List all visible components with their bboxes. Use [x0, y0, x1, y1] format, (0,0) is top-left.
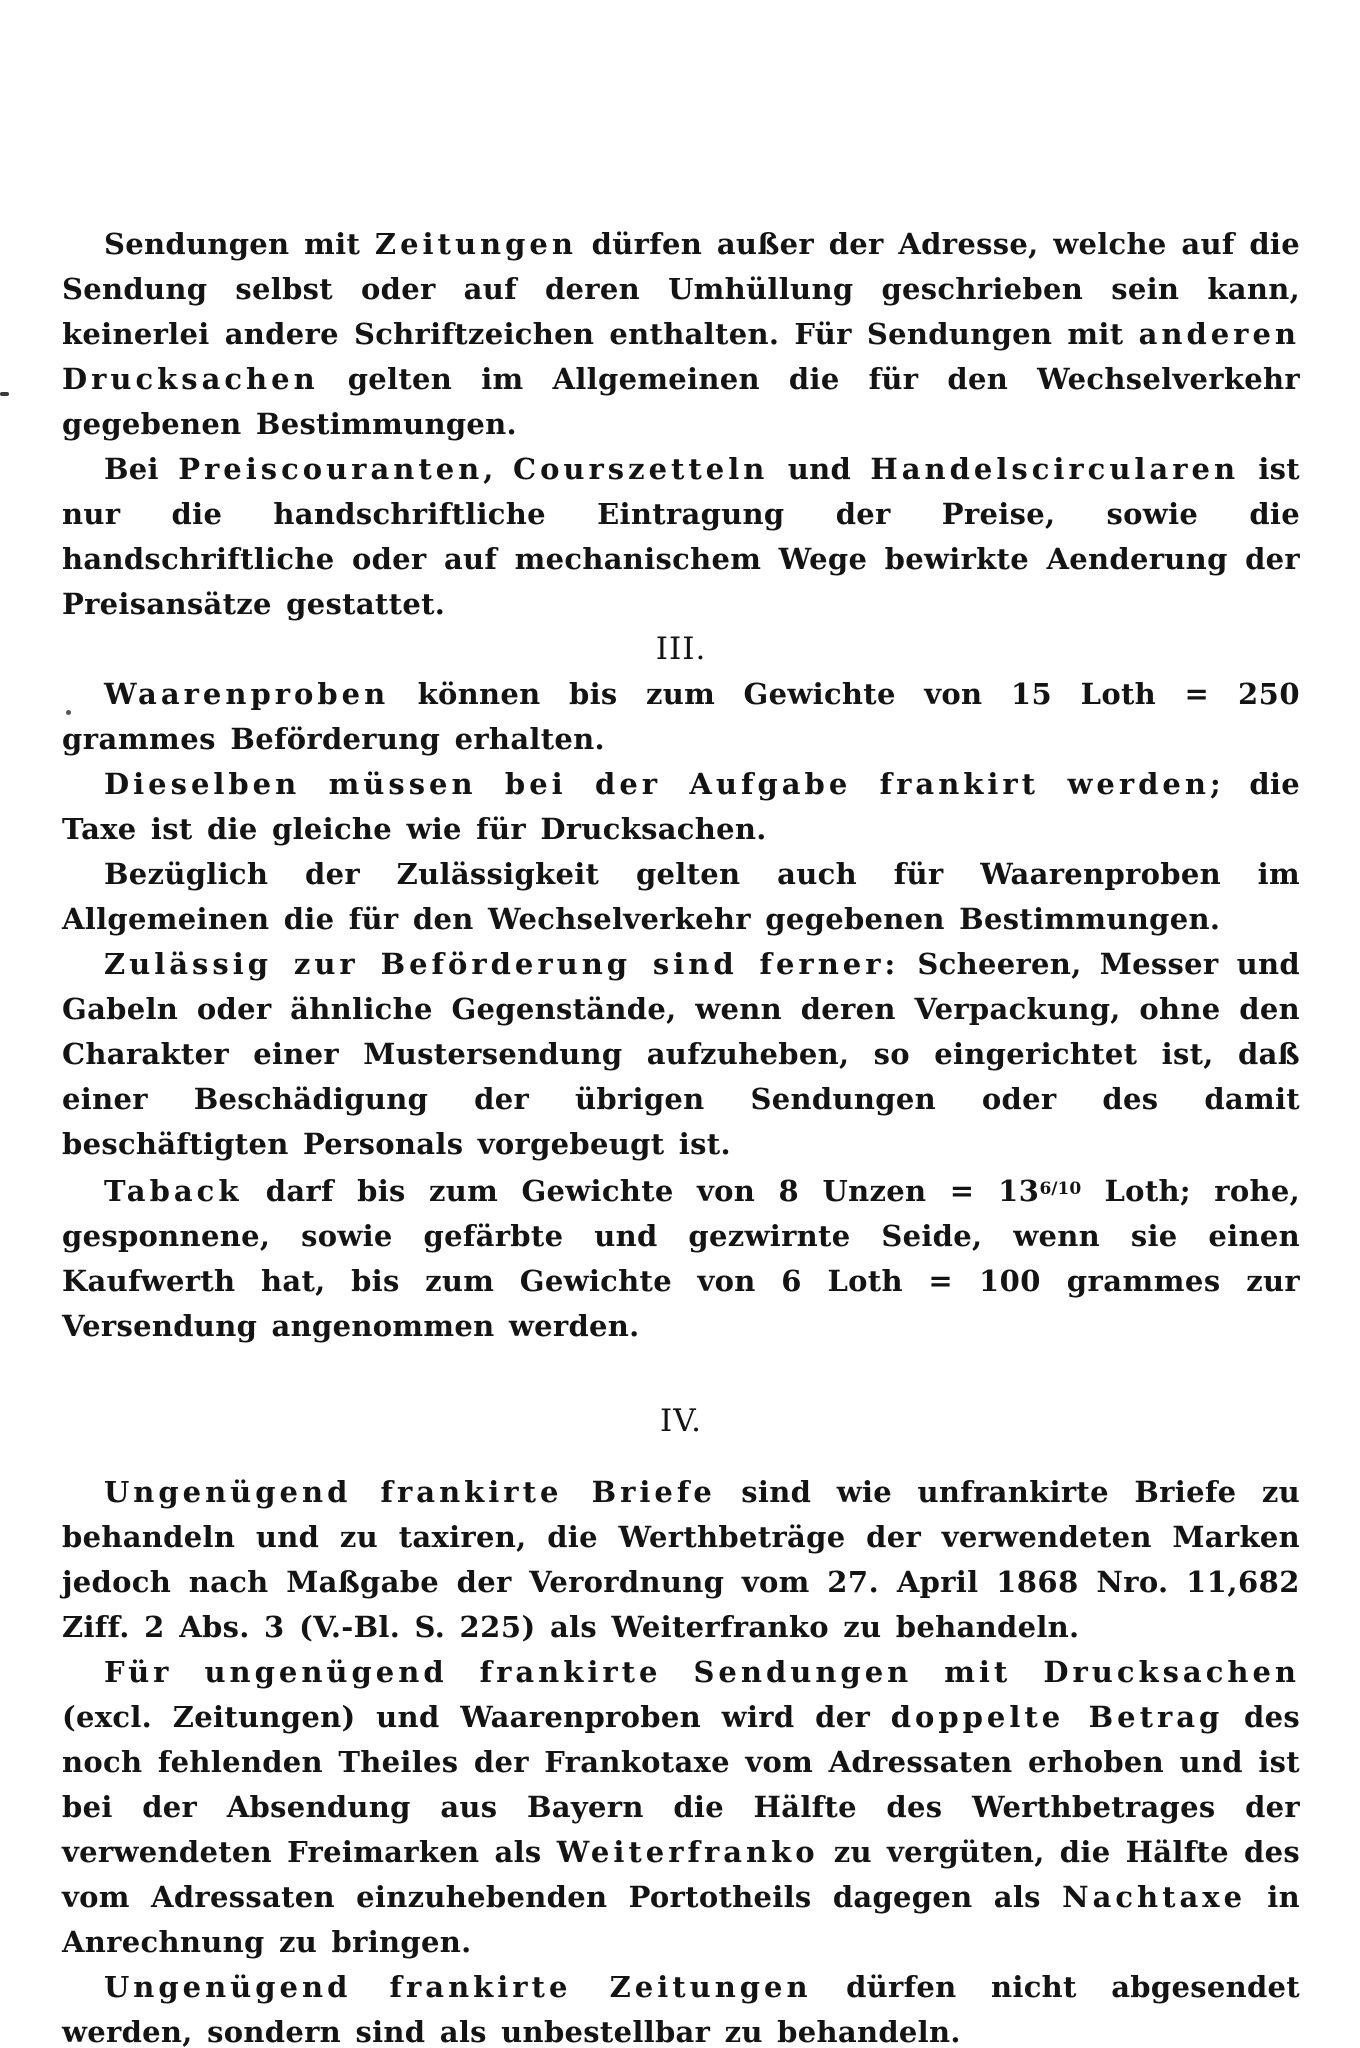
paragraph-ungenuegend-frankirte-briefe [62, 1470, 1300, 1650]
text-segment: sind wie unfrankirte Briefe zu behandeln und zu taxiren, die Werthbeträge der verwendeten Marken jedoch nach Maßgabe der Verordnung vom [62, 1475, 1301, 1599]
text-segment: dürfen nicht abgesendet werden, sondern sind als unbestellbar zu behandeln. [62, 1970, 1300, 2048]
text-segment: Waarenproben [104, 677, 390, 711]
text-segment: (excl. Zeitungen) und Waarenproben wird der [62, 1700, 891, 1734]
text-segment: , [483, 452, 513, 486]
text-segment: Beförderung erhalten. [216, 722, 605, 756]
document-body [62, 222, 1300, 2048]
text-segment: Loth [1052, 677, 1185, 711]
text-segment: Courszetteln [512, 452, 769, 486]
text-segment: dürfen außer der Adresse, welche auf die Sendung selbst oder auf deren Umhüllung geschrieben sein kann, keinerlei andere Schriftzeichen enthalten. Für Sendungen mit [62, 227, 1300, 351]
paragraph-frankirung-taxe [62, 762, 1300, 852]
text-segment: Sendungen mit [104, 227, 375, 261]
text-segment: Bezüglich der Zulässigkeit gelten auch für Waarenproben im Allgemeinen die für den Wechselverkehr gegebenen Bestimmungen. [62, 857, 1300, 936]
text-segment: zu vergüten, die Hälfte des vom Adressaten einzuhebenden Portotheils dagegen als [62, 1835, 1301, 1914]
text-segment: (V.-Bl. S. [284, 1610, 460, 1644]
text-segment: Weiterfranko [556, 1835, 819, 1869]
text-segment: und [768, 452, 871, 486]
text-segment: IV. [659, 1403, 703, 1439]
text-segment: 15 [1010, 677, 1053, 711]
paragraph-zulaessigkeit-waarenproben [62, 852, 1300, 942]
text-segment: 27. [827, 1565, 880, 1599]
text-segment: III. [655, 631, 707, 667]
text-segment: Unzen [799, 1174, 950, 1208]
text-segment: Loth [801, 1264, 929, 1298]
text-segment: ) als Weiterfranko zu behandeln. [521, 1610, 1080, 1644]
text-segment: Ungenügend frankirte Zeitungen [104, 1970, 812, 2004]
text-segment: = 100 grammes [928, 1264, 1221, 1298]
text-segment: Ziff. [62, 1610, 145, 1644]
text-segment: anderen Drucksachen [62, 317, 1300, 396]
text-segment: 2 [144, 1610, 165, 1644]
text-segment: in Anrechnung zu bringen. [62, 1880, 1301, 1959]
text-segment: 6/10 [1039, 1179, 1082, 1199]
text-segment: können bis zum Gewichte von [389, 677, 1011, 711]
text-segment: ist nur die handschriftliche Eintragung der Preise, sowie die handschriftliche oder auf mechanischem Wege bewirkte Aenderung der Preisansätze gestattet. [62, 452, 1300, 621]
text-segment: Dieselben müssen bei der Aufgabe frankirt werden; [104, 767, 1225, 801]
text-segment: des noch fehlenden Theiles der Frankotaxe vom Adressaten erhoben und ist bei der Absendung aus Bayern die Hälfte des Werthbetrages der verwendeten Freimarken als [62, 1700, 1301, 1869]
text-segment: 6 [781, 1264, 802, 1298]
paragraph-scheeren-messer-gabeln [62, 942, 1300, 1167]
text-segment: darf bis zum Gewichte von [242, 1174, 779, 1208]
text-segment: 11,682 [1186, 1565, 1300, 1599]
paragraph-waarenproben-gewicht [62, 672, 1300, 762]
text-segment: 1868 [996, 1565, 1079, 1599]
text-segment: Bei [104, 452, 179, 486]
text-segment: 225 [459, 1610, 522, 1644]
text-segment: gelten im Allgemeinen die für den Wechselverkehr gegebenen Bestimmungen. [62, 362, 1300, 441]
text-segment: Zulässig zur Beförderung sind ferner: [104, 947, 900, 981]
text-segment: Handelscircularen [870, 452, 1240, 486]
text-segment: = 250 grammes [62, 677, 1300, 756]
heading-section-iv [62, 1399, 1300, 1444]
text-segment: Preiscouranten [178, 452, 484, 486]
text-segment: die Taxe ist die gleiche wie für Drucksachen. [62, 767, 1300, 846]
text-segment: Scheeren, Messer und Gabeln oder ähnliche Gegenstände, wenn deren Verpackung, ohne den Charakter einer Mustersendung aufzuheben, so eingerichtet ist, daß einer Beschädigung der übrigen Sendungen oder des damit beschäftigten Personals vorgebeugt ist. [62, 947, 1300, 1161]
heading-section-iii [62, 627, 1300, 672]
paragraph-taback-seide [62, 1167, 1300, 1349]
paragraph-preiscouranten [62, 447, 1300, 627]
text-segment: = 13 [949, 1174, 1040, 1208]
text-segment: zur Versendung angenommen werden. [62, 1264, 1300, 1343]
text-segment: Zeitungen [374, 227, 577, 261]
text-segment: Nachtaxe [1062, 1880, 1247, 1914]
paragraph-zeitungen-adresse [62, 222, 1300, 447]
paragraph-ungenuegend-frankirte-sendungen [62, 1650, 1300, 1965]
text-segment: doppelte Betrag [890, 1700, 1224, 1734]
scan-speck [0, 392, 9, 396]
text-segment: April [879, 1565, 997, 1599]
text-segment: 8 [778, 1174, 800, 1208]
text-segment: Nro. [1078, 1565, 1186, 1599]
text-segment: Ungenügend frankirte Briefe [104, 1475, 716, 1509]
text-segment: Taback [104, 1174, 243, 1208]
paragraph-ungenuegend-frankirte-zeitungen [62, 1965, 1300, 2048]
text-segment: 3 [264, 1610, 285, 1644]
text-segment: Für ungenügend frankirte Sendungen mit Drucksachen [104, 1655, 1300, 1689]
text-segment: Loth; rohe, gesponnene, sowie gefärbte und gezwirnte Seide, wenn sie einen Kaufwerth hat, bis zum Gewichte von [62, 1174, 1301, 1298]
text-segment: Abs. [164, 1610, 264, 1644]
